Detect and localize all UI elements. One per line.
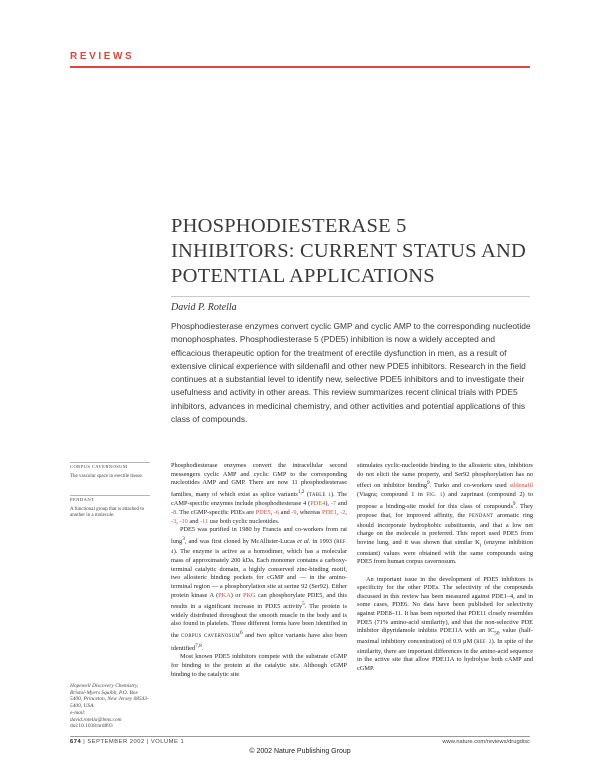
link-pde4[interactable]: PDE4	[310, 500, 326, 508]
reference-link[interactable]: REF. 4	[171, 539, 348, 555]
section-label: REVIEWS	[70, 51, 135, 62]
copyright: © 2002 Nature Publishing Group	[249, 748, 351, 755]
link-pde8[interactable]: -8	[171, 509, 177, 517]
body-paragraph: stimulates cyclic-nucleotide binding to the allosteric sites, inhibitors do not elicit the same property, and Ser92 phosphorylation has no effect on inhibitor binding$^9$. Turko and co-workers used sildenafil (Viagra; compound 1 in FIG. 1) and zaprinast (compound 2) to propose a binding-site model for this class of compounds$^9$. They propose that, for improved affinity, the PENDANT aromatic ring should incorporate hydrophobic substituents, and that a low net charge on the molecule is preferred. This report used PDE5 from bovine lung, and it was shown that similar $K_i$ (enzyme inhibition constant) values were obtained with the same compounds using PDE5 from human corpus cavernosum.	[357, 462, 533, 566]
link-pka[interactable]: PKA	[218, 591, 231, 599]
article-title: PHOSPHODIESTERASE 5 INHIBITORS: CURRENT STATUS AND POTENTIAL APPLICATIONS	[171, 215, 526, 287]
link-pde6[interactable]: -6	[273, 509, 280, 517]
link-pde11[interactable]: -11	[200, 517, 209, 525]
body-paragraph: PDE5 was purified in 1980 by Francis and co-workers from rat lung$^3$, and was first cloned by McAllister-Lucas et al. in 1993 (REF. 4). The enzyme is active as a homodimer, which has a molecular mass of approximately 200 kDa. Each monomer contains a carboxy-terminal catalytic domain, a highly conserved zinc-binding motif, two allosteric binding pockets for cGMP and — in the amino-terminal region — a phosphorylation site at serine 92 (Ser92). Either protein kinase A (PKA) or PKG can phosphorylate PDE5, and this results in a significant increase in PDE5 activity$^5$. The protein is widely distributed throughout the smooth muscle in the body and is also found in platelets. Three different forms have been identified in the CORPUS CAVERNOSUM$^6$ and two splice variants have also been identified$^{7,8}$.	[171, 526, 348, 652]
footer-url[interactable]: www.nature.com/reviews/drugdisc	[442, 739, 530, 745]
author-address-block	[70, 683, 150, 730]
body-paragraph: An important issue in the development of PDE5 inhibitors is specificity for the other PDEs. The selectivity of the compounds discussed in this review has been measured against PDE1–4, and in some cases, PDE6. No data have been published for selectivity against PDE8–11. It has been reported that PDE11 closely resembles PDE5 (71% amino-acid similarity), and that the non-selective PDE inhibitor dipyridamole inhibits PDE11A with an $IC_{50}$ value (half-maximal inhibitory concentration) of 0.9 µM (REF. 2). In spite of the similarity, there are important differences in the amino-acid sequence in the active site that allow PDE11A to hydrolyse both cAMP and cGMP.	[357, 575, 533, 672]
glossary-entry	[70, 497, 150, 520]
link-sildenafil[interactable]: sildenafil	[509, 482, 533, 490]
email-label: e-mail:	[70, 709, 86, 716]
glossary-term: PENDANT	[70, 497, 95, 502]
body-column-right	[357, 462, 533, 673]
paragraph-gap	[357, 567, 533, 576]
page-number: 674	[70, 739, 82, 745]
glossary-entry	[70, 464, 150, 480]
figure-reference[interactable]: FIG. 1	[426, 492, 443, 498]
link-pde1[interactable]: PDE1	[321, 509, 337, 517]
body-paragraph: Phosphodiesterase enzymes convert the intracellular second messengers cyclic AMP and cyclic GMP to the corresponding nucleotides AMP and GMP. There are now 11 phosphodiesterase families, many of which exist as splice variants$^{1,2}$ (TABLE 1). The cAMP-specific enzymes include phosphodiesterase 4 (PDE4), -7 and -8. The cGMP-specific PDEs are PDE5, -6 and -9, whereas PDE1, -2, -3, -10 and -11 use both cyclic nucleotides.	[171, 462, 348, 525]
link-pde7[interactable]: -7	[330, 500, 337, 508]
glossary-reference: PENDANT	[468, 514, 494, 520]
footer-divider	[70, 736, 530, 737]
link-pde10[interactable]: -10	[179, 517, 188, 525]
doi: doi:10.1038/nrd893	[70, 723, 113, 730]
article-abstract: Phosphodiesterase enzymes convert cyclic GMP and cyclic AMP to the corresponding nucleotide monophosphates. Phosphodiesterase 5 (PDE5) inhibition is now a widely accepted and efficacious therapeutic option for the treatment of erectile dysfunction in men, as a result of extensive clinical experience with sildenafil and other new PDE5 inhibitors. Research in the field continues at a substantial level to identify new, selective PDE5 inhibitors and to investigate their usefulness and activity in other areas. This review summarizes recent clinical trials with PDE5 inhibitors, advances in medicinal chemistry, and other activities and potential applications of this class of compounds.	[171, 321, 531, 425]
title-divider	[171, 296, 530, 297]
author-address: Hopewell Discovery Chemistry, Bristol-Myers Squibb, P.O. Box 5400, Princeton, New Jersey 08543-5400, USA.	[70, 683, 149, 710]
link-pkg[interactable]: PKG	[243, 591, 256, 599]
glossary-definition: A functional group that is attached to another in a molecule.	[70, 506, 145, 518]
link-pde3[interactable]: -3	[171, 517, 177, 525]
author-email[interactable]: david.rotella@bms.com	[70, 716, 122, 723]
table-reference[interactable]: TABLE 1	[309, 492, 332, 498]
link-pde2[interactable]: -2	[340, 509, 346, 517]
glossary-divider	[70, 495, 150, 496]
footer-issue	[70, 739, 184, 745]
glossary-definition: The vascular space in erectile tissue.	[70, 473, 144, 479]
glossary-divider	[70, 462, 150, 463]
body-column-left	[171, 462, 347, 679]
link-pde9[interactable]: -9	[291, 509, 297, 517]
reference-link[interactable]: REF. 2	[476, 639, 492, 645]
article-author: David P. Rotella	[171, 302, 237, 313]
issue-info: | SEPTEMBER 2002 | VOLUME 1	[83, 739, 185, 745]
body-paragraph: Most known PDE5 inhibitors compete with the substrate cGMP for binding to the protein at the catalytic site. Although cGMP binding to the catalytic site	[171, 653, 347, 678]
section-divider	[70, 66, 530, 68]
glossary-term: CORPUS CAVERNOSUM	[70, 464, 128, 469]
link-pde5[interactable]: PDE5	[255, 509, 271, 517]
glossary-reference: CORPUS CAVERNOSUM	[181, 634, 240, 640]
